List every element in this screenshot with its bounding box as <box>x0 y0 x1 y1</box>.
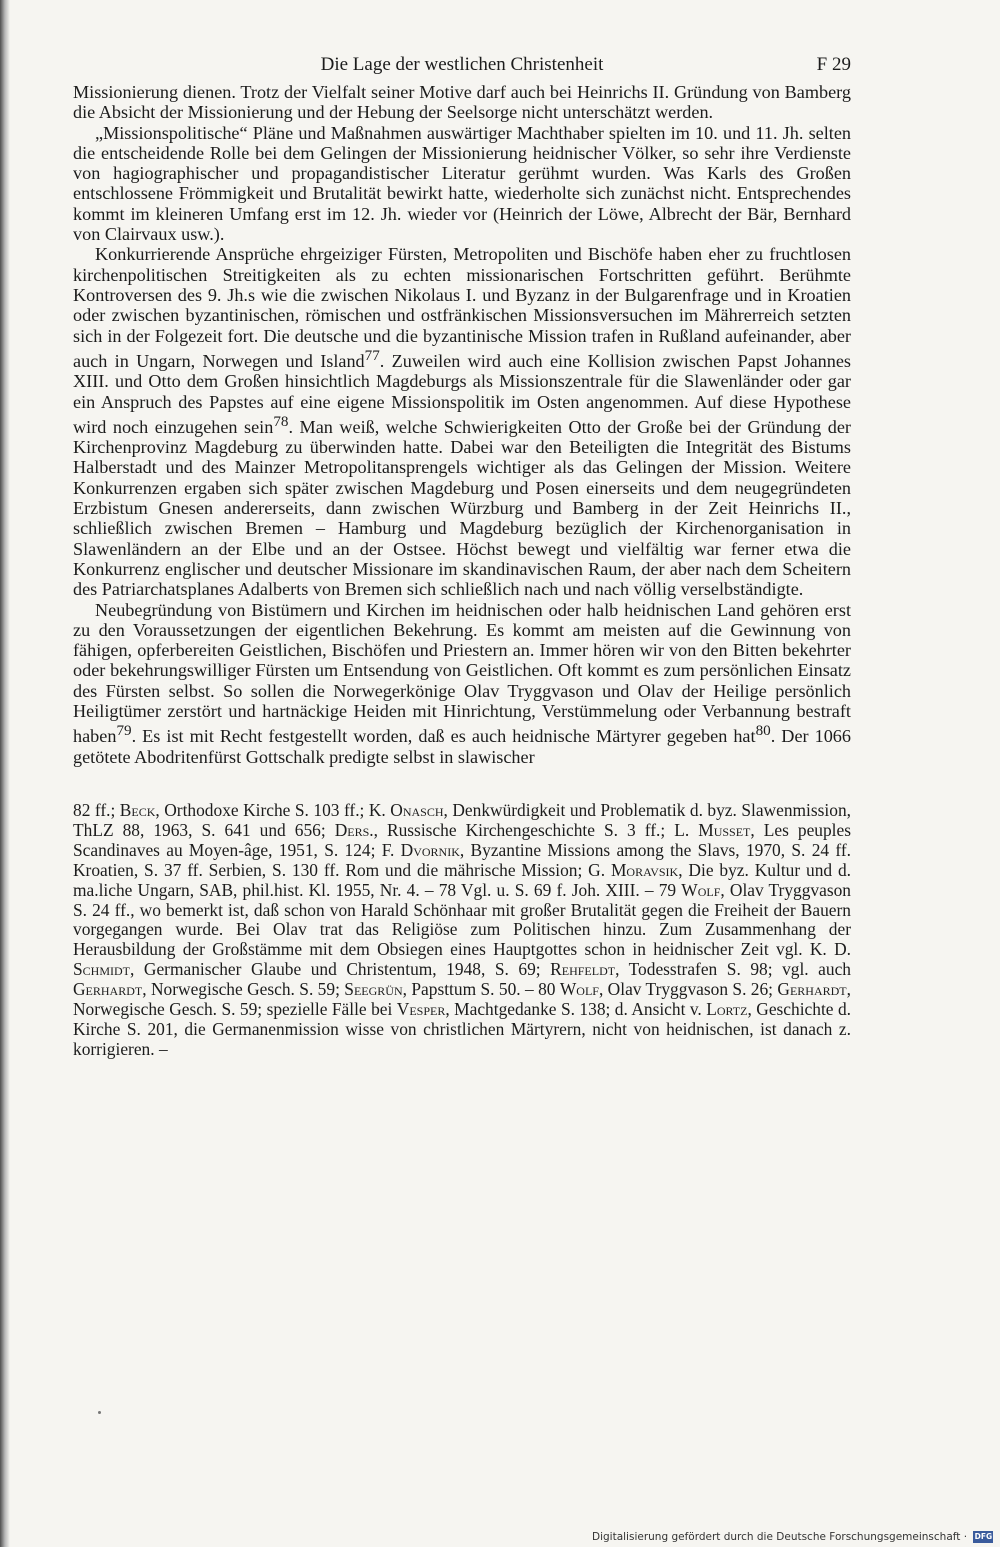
footnote-author: Wolf <box>559 979 599 1000</box>
paragraph-2: „Missionspolitische“ Pläne und Maßnahmen auswärtiger Machthaber spielten im 10. und 11. Jh. selten die entscheidende Rolle bei dem Gelingen der Missionierung heidnischer Völker, so sehr ihre Verdienste von hagiographischer und propagandistischer Literatur gerühmt wurden. Was Karls des Großen entschlossene Frömmigkeit und Brutalität bewirkt hatte, wiederholte sich zunächst nicht. Entsprechendes kommt im kleineren Umfang erst im 12. Jh. wieder vor (Heinrich der Löwe, Albrecht der Bär, Bernhard von Clairvaux usw.). <box>73 122 851 245</box>
footnote-text: , Olav Tryggvason S. 26; <box>598 979 778 1000</box>
footnote-ref-78[interactable]: 78 <box>273 412 289 430</box>
footnote-author: Onasch <box>390 799 444 820</box>
footnote-text: , Todesstrafen S. 98; vgl. auch <box>615 959 851 980</box>
footnote-text: , Machtgedanke S. 138; d. Ansicht v. <box>445 999 707 1020</box>
footnote-author: Wolf <box>681 879 721 900</box>
footnote-text: 82 ff.; <box>73 799 120 820</box>
footnote-author: Schmidt <box>73 959 131 980</box>
running-head-title: Die Lage der westlichen Christenheit <box>320 54 604 75</box>
paragraph-4-text-b: . Es ist mit Recht festgestellt worden, daß es auch heidnische Märtyrer gegeben hat <box>131 726 756 747</box>
ink-speck <box>98 1411 101 1414</box>
footnotes <box>73 801 851 1060</box>
footnote-text: , Germanischer Glaube und Christentum, 1948, S. 69; <box>130 959 551 980</box>
footnote-author: Lortz <box>706 999 748 1020</box>
book-page <box>73 50 851 1060</box>
page-number: F 29 <box>816 54 851 75</box>
footnote-author: Gerhardt <box>73 979 143 1000</box>
footnote-text: ., Russische Kirchengeschichte S. 3 ff.; L. <box>369 819 699 840</box>
footnote-author: Rehfeldt <box>550 959 616 980</box>
dfg-logo-icon: DFG <box>974 1532 993 1541</box>
funding-note-text: Digitalisierung gefördert durch die Deutsche Forschungsgemeinschaft <box>592 1531 961 1543</box>
paragraph-4-text-a: Neubegründung von Bistümern und Kirchen im heidnischen oder halb heidnischen Land gehören erst zu den Voraussetzungen der eigentlichen Bekehrung. Es kommt am meisten auf die Gewinnung von fähigen, opferbereiten Geistlichen, Bischöfen und Priestern an. Immer hören wir von den Bitten bekehrter oder bekehrungswilliger Fürsten um Entsendung von Geistlichen. Oft kommt es zum persönlichen Einsatz des Fürsten selbst. So sollen die Norwegerkönige Olav Tryggvason und Olav der Heilige persönlich Heiligtümer zerstört und hartnäckige Heiden mit Hinrichtung, Verstümmelung oder Verbannung bestraft haben <box>73 599 851 747</box>
main-text <box>73 82 851 767</box>
footnote-author: Moravsik <box>610 859 679 880</box>
footnote-ref-77[interactable]: 77 <box>364 346 380 364</box>
footnote-text: , Die byz. Kultur und d. ma.liche Ungarn, SAB, phil.hist. Kl. 1955, Nr. 4. – 78 Vgl. u. S. 69 f. Joh. XIII. – 79 <box>73 859 851 900</box>
footnote-text: , Les peuples Scandinaves au Moyen-âge, 1951, S. 124; F. <box>73 819 851 860</box>
footnote-ref-79[interactable]: 79 <box>116 722 132 740</box>
footnote-text: , Byzantine Missions among the Slavs, 1970, S. 24 ff. Kroatien, S. 37 ff. Serbien, S. 130 ff. Rom und die mährische Mission; G. <box>73 839 851 880</box>
footnote-text: , Norwegische Gesch. S. 59; spezielle Fälle bei <box>73 979 851 1020</box>
paragraph-3-text-a: Konkurrierende Ansprüche ehrgeiziger Fürsten, Metropoliten und Bischöfe haben eher zu fruchtlosen kirchenpolitischen Streitigkeiten als zu echten missionarischen Fortschritten geführt. Berühmte Kontroversen des 9. Jh.s wie die zwischen Nikolaus I. und Byzanz in der Bulgarenfrage und in Kroatien oder zwischen byzantinischen, römischen und ostfränkischen Missionsversuchen im Mährerreich setzten sich in der Folgezeit fort. Die deutsche und die byzantinische Mission trafen in Rußland aufeinander, aber auch in Ungarn, Norwegen und Island <box>73 244 851 371</box>
paragraph-4 <box>73 600 851 767</box>
running-head <box>73 50 851 80</box>
footnote-author: Ders <box>334 819 370 840</box>
paragraph-3-text-b: . Zuweilen wird auch eine Kollision zwischen Papst Johannes XIII. und Otto dem Großen hinsichtlich Magdeburgs als Missionszentrale für die Slawenländer oder gar ein Anspruch des Papstes auf eine eigene Missionspolitik im Osten angenommen. Auf diese Hypothese wird noch einzugehen sein <box>73 350 851 437</box>
footnote-author: Gerhardt <box>777 979 847 1000</box>
funding-note: Digitalisierung gefördert durch die Deutsche Forschungsgemeinschaft · DFG <box>592 1531 993 1543</box>
footnote-author: Seegrün <box>344 979 403 1000</box>
footnote-ref-80[interactable]: 80 <box>755 722 771 740</box>
footnote-author: Musset <box>698 819 751 840</box>
footnote-text: , Geschichte d. Kirche S. 201, die Germanenmission wisse von christlichen Märtyrern, nicht von heidnischen, ist danach z. korrigieren. – <box>73 999 852 1059</box>
footnote-text: , Norwegische Gesch. S. 59; <box>142 979 345 1000</box>
page-gutter-shadow <box>0 0 10 1547</box>
footnote-text: , Orthodoxe Kirche S. 103 ff.; K. <box>155 799 391 820</box>
paragraph-3 <box>73 244 851 599</box>
paragraph-1: Missionierung dienen. Trotz der Vielfalt seiner Motive darf auch bei Heinrichs II. Gründung von Bamberg die Absicht der Missionierung und der Hebung der Seelsorge nicht unterschätzt werden. <box>73 82 851 123</box>
footnote-author: Vesper <box>396 999 446 1020</box>
footnote-text: , Denkwürdigkeit und Problematik d. byz. Slawenmission, ThLZ 88, 1963, S. 641 und 656; <box>73 799 851 840</box>
paragraph-4-text-c: . Der 1066 getötete Abodritenfürst Gottschalk predigte selbst in slawischer <box>73 726 851 767</box>
footnote-author: Dvornik <box>400 839 460 860</box>
footnote-author: Beck <box>119 799 156 820</box>
footnote-text: , Olav Tryggvason S. 24 ff., wo bemerkt ist, daß schon von Harald Schönhaar mit großer Brutalität gegen die Freiheit der Bauern vorgegangen wurde. Bei Olav trat das Religiöse zum Politischen hinzu. Zum Zusammenhang der Herausbildung der Großstämme mit dem Obsiegen eines Hauptgottes schon in heidnischer Zeit vgl. K. D. <box>73 879 851 960</box>
footnote-text: , Papsttum S. 50. – 80 <box>402 979 560 1000</box>
footnote-block <box>73 801 851 1060</box>
paragraph-3-text-c: . Man weiß, welche Schwierigkeiten Otto der Große bei der Gründung der Kirchenprovinz Magdeburg zu überwinden hatte. Dabei war den Beteiligten die Integrität des Bistums Halberstadt und des Mainzer Metropolitansprengels wichtiger als das Gelingen der Mission. Weitere Konkurrenzen ergaben sich später zwischen Magdeburg und Posen einerseits und dem neugegründeten Erzbistum Gnesen andererseits, dann zwischen Würzburg und Bamberg in der Zeit Heinrichs II., schließlich zwischen Bremen – Hamburg und Magdeburg bezüglich der Kirchenorganisation in Slawenländern an der Elbe und an der Ostsee. Höchst bewegt und vielfältig war ferner etwa die Konkurrenz englischer und deutscher Missionare im skandinavischen Raum, der aber nach dem Scheitern des Patriarchatsplanes Adalberts von Bremen sich schließlich nach und nach völlig verselbständigte. <box>73 416 851 600</box>
